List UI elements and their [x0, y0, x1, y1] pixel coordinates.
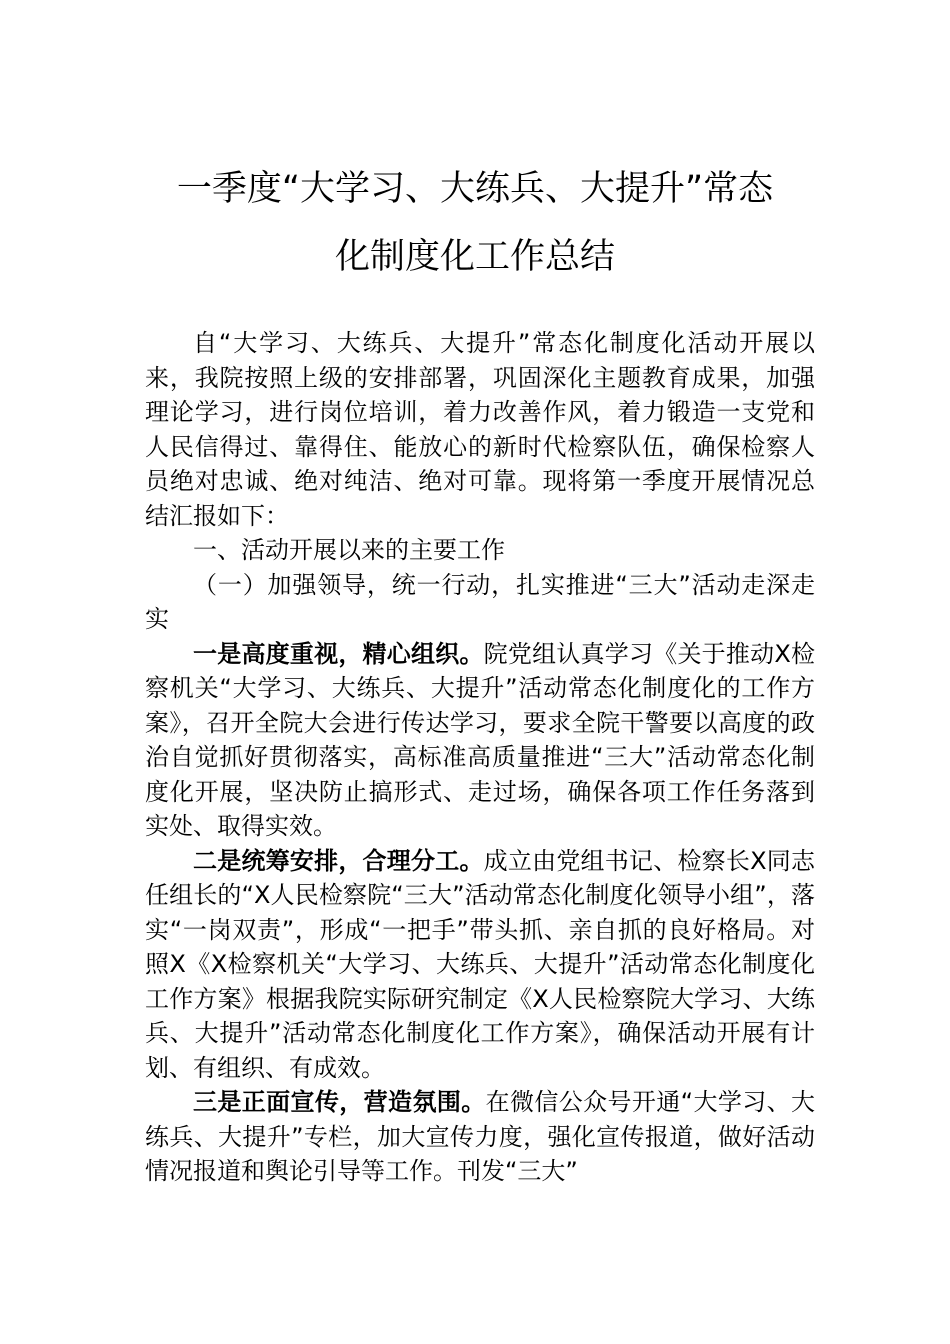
- paragraph-lead: 三是正面宣传，营造氛围。: [193, 1088, 486, 1116]
- subsection-heading: （一）加强领导，统一行动，扎实推进“三大”活动走深走实: [145, 570, 815, 633]
- paragraph-text: 成立由党组书记、检察长X同志任组长的“X人民检察院“三大”活动常态化制度化领导小组”，落实“一岗双责”，形成“一把手”带头抓、亲自抓的良好格局。对照X《X检察机关“大学习、大练兵、大提升”活动常态化制度化工作方案》根据我院实际研究制定《X人民检察院大学习、大练兵、大提升”活动常态化制度化工作方案》，确保活动开展有计划、有组织、有成效。: [145, 846, 815, 1082]
- paragraph-lead: 二是统筹安排，合理分工。: [193, 846, 484, 875]
- section-heading: 一、活动开展以来的主要工作: [193, 536, 505, 564]
- paragraph-text: 在微信公众号开通“大学习、大练兵、大提升”专栏，加大宣传力度，强化宣传报道，做好活动情况报道和舆论引导等工作。刊发“三大”: [145, 1088, 815, 1185]
- body-paragraph: [145, 637, 815, 844]
- paragraph-text: 院党组认真学习《关于推动X检察机关“大学习、大练兵、大提升”活动常态化制度化的工作方案》，召开全院大会进行传达学习，要求全院干警要以高度的政治自觉抓好贯彻落实，高标准高质量推进“三大”活动常态化制度化开展，坚决防止搞形式、走过场，确保各项工作任务落到实处、取得实效。: [145, 639, 815, 840]
- intro-paragraph: 自“大学习、大练兵、大提升”常态化制度化活动开展以来，我院按照上级的安排部署，巩固深化主题教育成果，加强理论学习，进行岗位培训，着力改善作风，着力锻造一支党和人民信得过、靠得住、能放心的新时代检察队伍，确保检察人员绝对忠诚、绝对纯洁、绝对可靠。现将第一季度开展情况总结汇报如下：: [145, 329, 815, 530]
- body-paragraph: [145, 1085, 815, 1189]
- document-title-line-2: 化制度化工作总结: [334, 237, 615, 277]
- document-body: [145, 326, 815, 1189]
- body-paragraph: [145, 844, 815, 1086]
- document-title-line-1: 一季度“大学习、大练兵、大提升”常态: [176, 169, 774, 209]
- paragraph-lead: 一是高度重视，精心组织。: [193, 639, 484, 668]
